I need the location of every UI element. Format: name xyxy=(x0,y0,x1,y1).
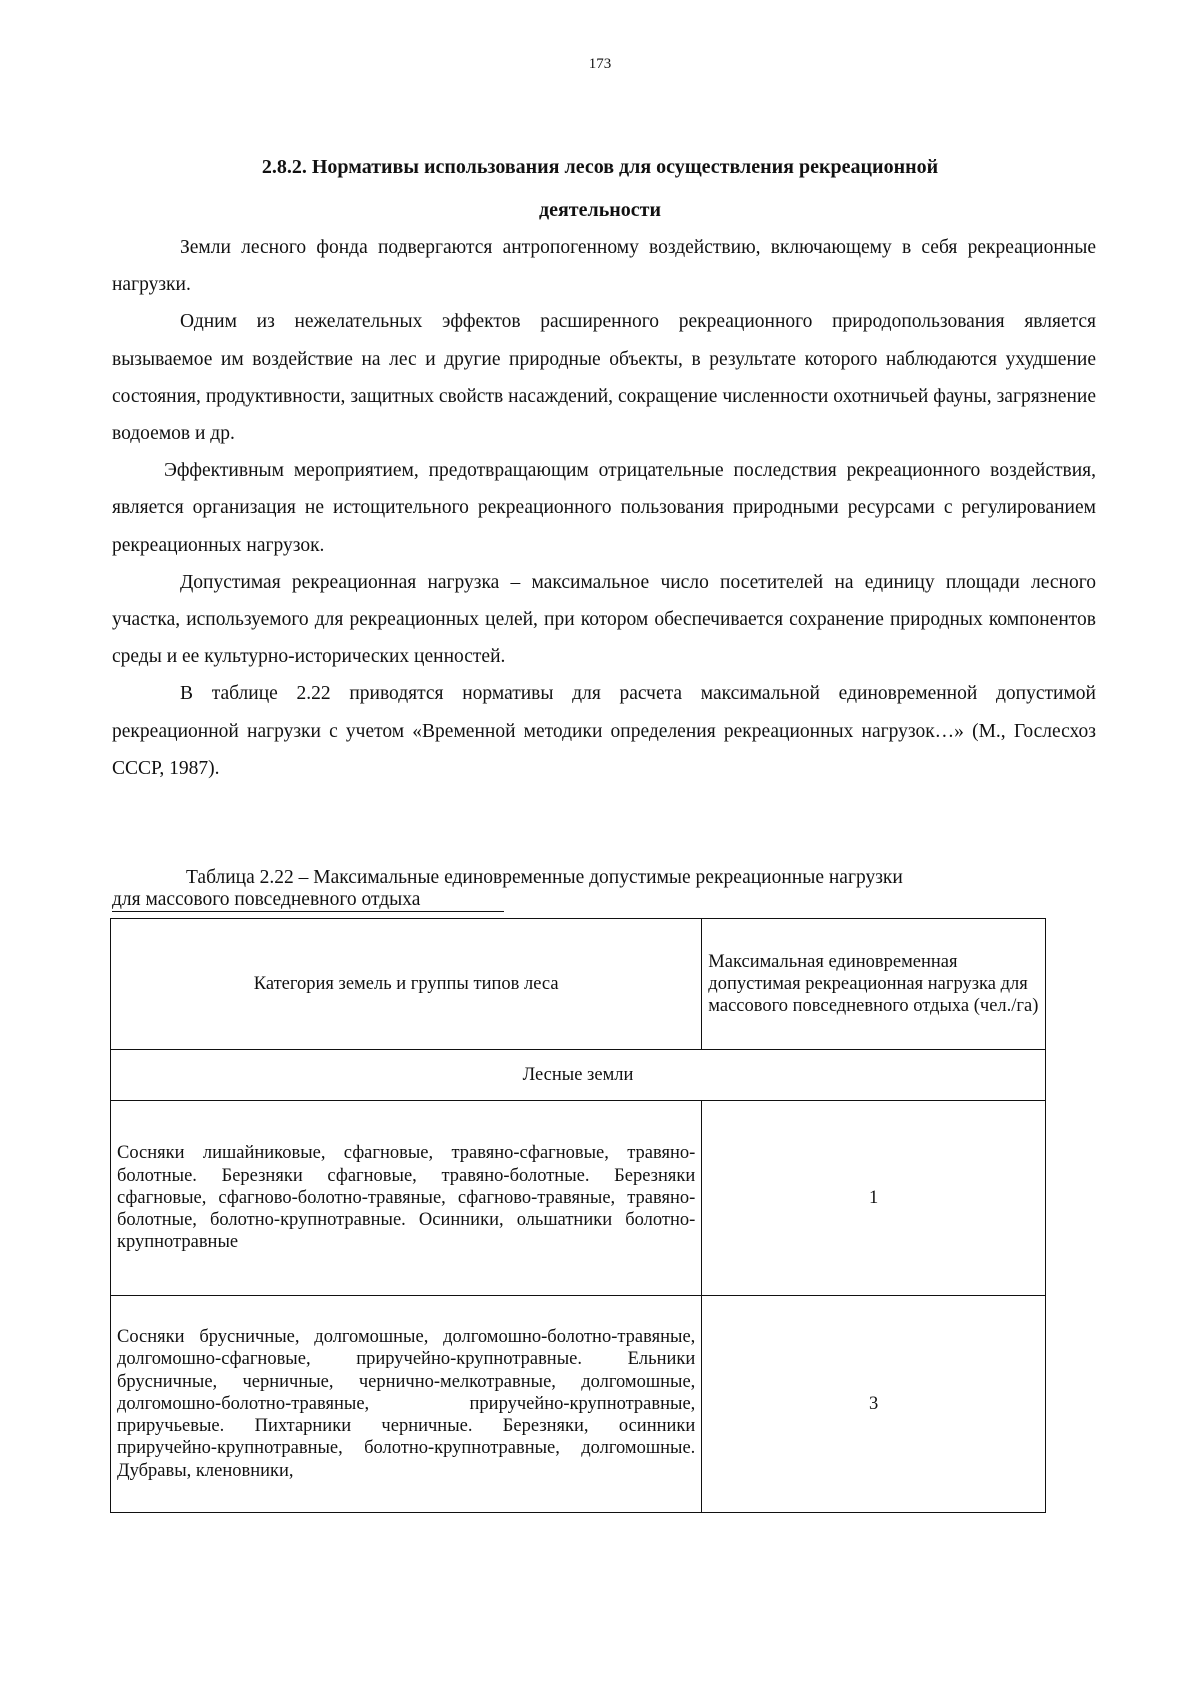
paragraph-5: В таблице 2.22 приводятся нормативы для расчета максимальной единовременной допустимой рекреационной нагрузки с учетом «Временной методики определения рекреационных нагрузок…» (М., Гослесхоз СССР, 1987). xyxy=(112,683,1096,779)
header-category: Категория земель и группы типов леса xyxy=(111,919,702,1050)
table-row xyxy=(111,1101,1046,1296)
body-text xyxy=(112,229,1096,787)
table-caption-line2: для массового повседневного отдыха xyxy=(112,889,504,912)
row-2-category: Сосняки брусничные, долгомошные, долгомошно-болотно-травяные, долгомошно-сфагновые, приручейно-крупнотравные. Ельники брусничные, черничные, чернично-мелкотравные, долгомошные, долгомошно-болотно-травяные, приручейно-крупнотравные, приручьевые. Пихтарники черничные. Березняки, осинники приручейно-крупнотравные, болотно-крупнотравные, долгомошные. Дубравы, кленовники, xyxy=(111,1296,702,1513)
section-heading xyxy=(110,146,1090,232)
recreation-load-table xyxy=(110,918,1046,1513)
paragraph-1: Земли лесного фонда подвергаются антропогенному воздействию, включающему в себя рекреационные нагрузки. xyxy=(112,237,1096,296)
table-row xyxy=(111,1296,1046,1513)
table-group-row xyxy=(111,1050,1046,1101)
section-heading-line1: 2.8.2. Нормативы использования лесов для осуществления рекреационной xyxy=(261,156,939,178)
section-heading-line2: деятельности xyxy=(538,199,662,221)
paragraph-2: Одним из нежелательных эффектов расширенного рекреационного природопользования является вызываемое им воздействие на лес и другие природные объекты, в результате которого наблюдаются ухудшение состояния, продуктивности, защитных свойств насаждений, сокращение численности охотничьей фауны, загрязнение водоемов и др. xyxy=(112,311,1096,445)
row-1-category: Сосняки лишайниковые, сфагновые, травяно-сфагновые, травяно-болотные. Березняки сфагновые, травяно-болотные. Березняки сфагновые, сфагново-болотно-травяные, сфагново-травяные, травяно-болотные, болотно-крупнотравные. Осинники, ольшатники болотно-крупнотравные xyxy=(111,1101,702,1296)
page-number: 173 xyxy=(588,56,612,72)
header-load: Максимальная единовременная допустимая рекреационная нагрузка для массового повседневного отдыха (чел./га) xyxy=(702,919,1046,1050)
table-caption-line1: Таблица 2.22 – Максимальные единовременные допустимые рекреационные нагрузки xyxy=(186,867,903,888)
group-label: Лесные земли xyxy=(111,1050,1046,1101)
row-2-load: 3 xyxy=(702,1296,1046,1513)
table-caption xyxy=(112,867,1096,912)
paragraph-3: Эффективным мероприятием, предотвращающим отрицательные последствия рекреационного воздействия, является организация не истощительного рекреационного пользования природными ресурсами с регулированием рекреационных нагрузок. xyxy=(112,460,1096,556)
table-header-row xyxy=(111,919,1046,1050)
row-1-load: 1 xyxy=(702,1101,1046,1296)
paragraph-4: Допустимая рекреационная нагрузка – максимальное число посетителей на единицу площади лесного участка, используемого для рекреационных целей, при котором обеспечивается сохранение природных компонентов среды и ее культурно-исторических ценностей. xyxy=(112,571,1096,668)
